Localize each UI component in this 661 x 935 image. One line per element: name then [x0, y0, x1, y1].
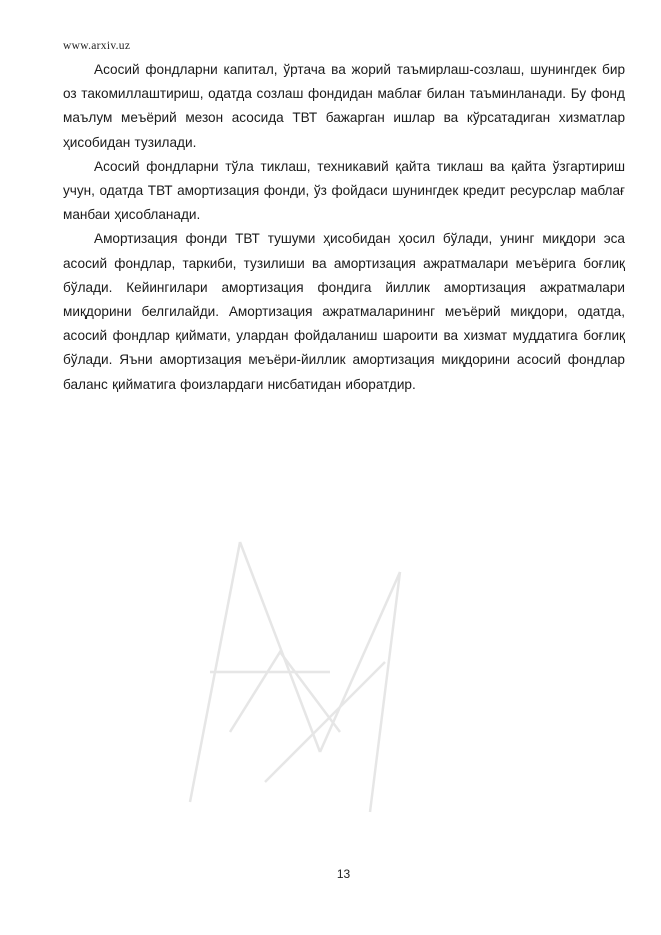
paragraph-2: Асосий фондларни тўла тиклаш, техникавий қайта тиклаш ва қайта ўзгартириш учун, одатда ТВТ амортизация фонди, ўз фойдаси шунингдек кредит ресурслар маблағ манбаи ҳисобланади.: [63, 158, 625, 223]
paragraph-1: Асосий фондларни капитал, ўртача ва жорий таъмирлаш-созлаш, шунингдек бир оз такомиллаштириш, одатда созлаш фондидан маблағ билан таъминланади. Бу фонд маълум меъёрий мезон асосида ТВТ бажарган ишлар ва кўрсатадиган хизматлар ҳисобидан тузилади.: [63, 62, 625, 150]
header-url: www.arxiv.uz: [63, 40, 131, 52]
paragraph-3: Амортизация фонди ТВТ тушуми ҳисобидан ҳосил бўлади, унинг миқдори эса асосий фондлар, таркиби, тузилиши ва амортизация ажратмалари меъёрига боғлиқ бўлади. Кейингилари амортизация фондига йиллик амортизация ажратмалари миқдорини белгилайди. Амортизация ажратмаларининг меъёрий миқдори, одатда, асосий фондлар қиймати, улардан фойдаланиш шароити ва хизмат муддатига боғлиқ бўлади. Яъни амортизация меъёри-йиллик амортизация миқдорини асосий фондлар баланс қийматига фоизлардаги нисбатидан иборатдир.: [63, 231, 625, 392]
watermark-graphic: [170, 532, 420, 822]
body-text: [63, 58, 625, 397]
page-number: 13: [336, 867, 351, 881]
